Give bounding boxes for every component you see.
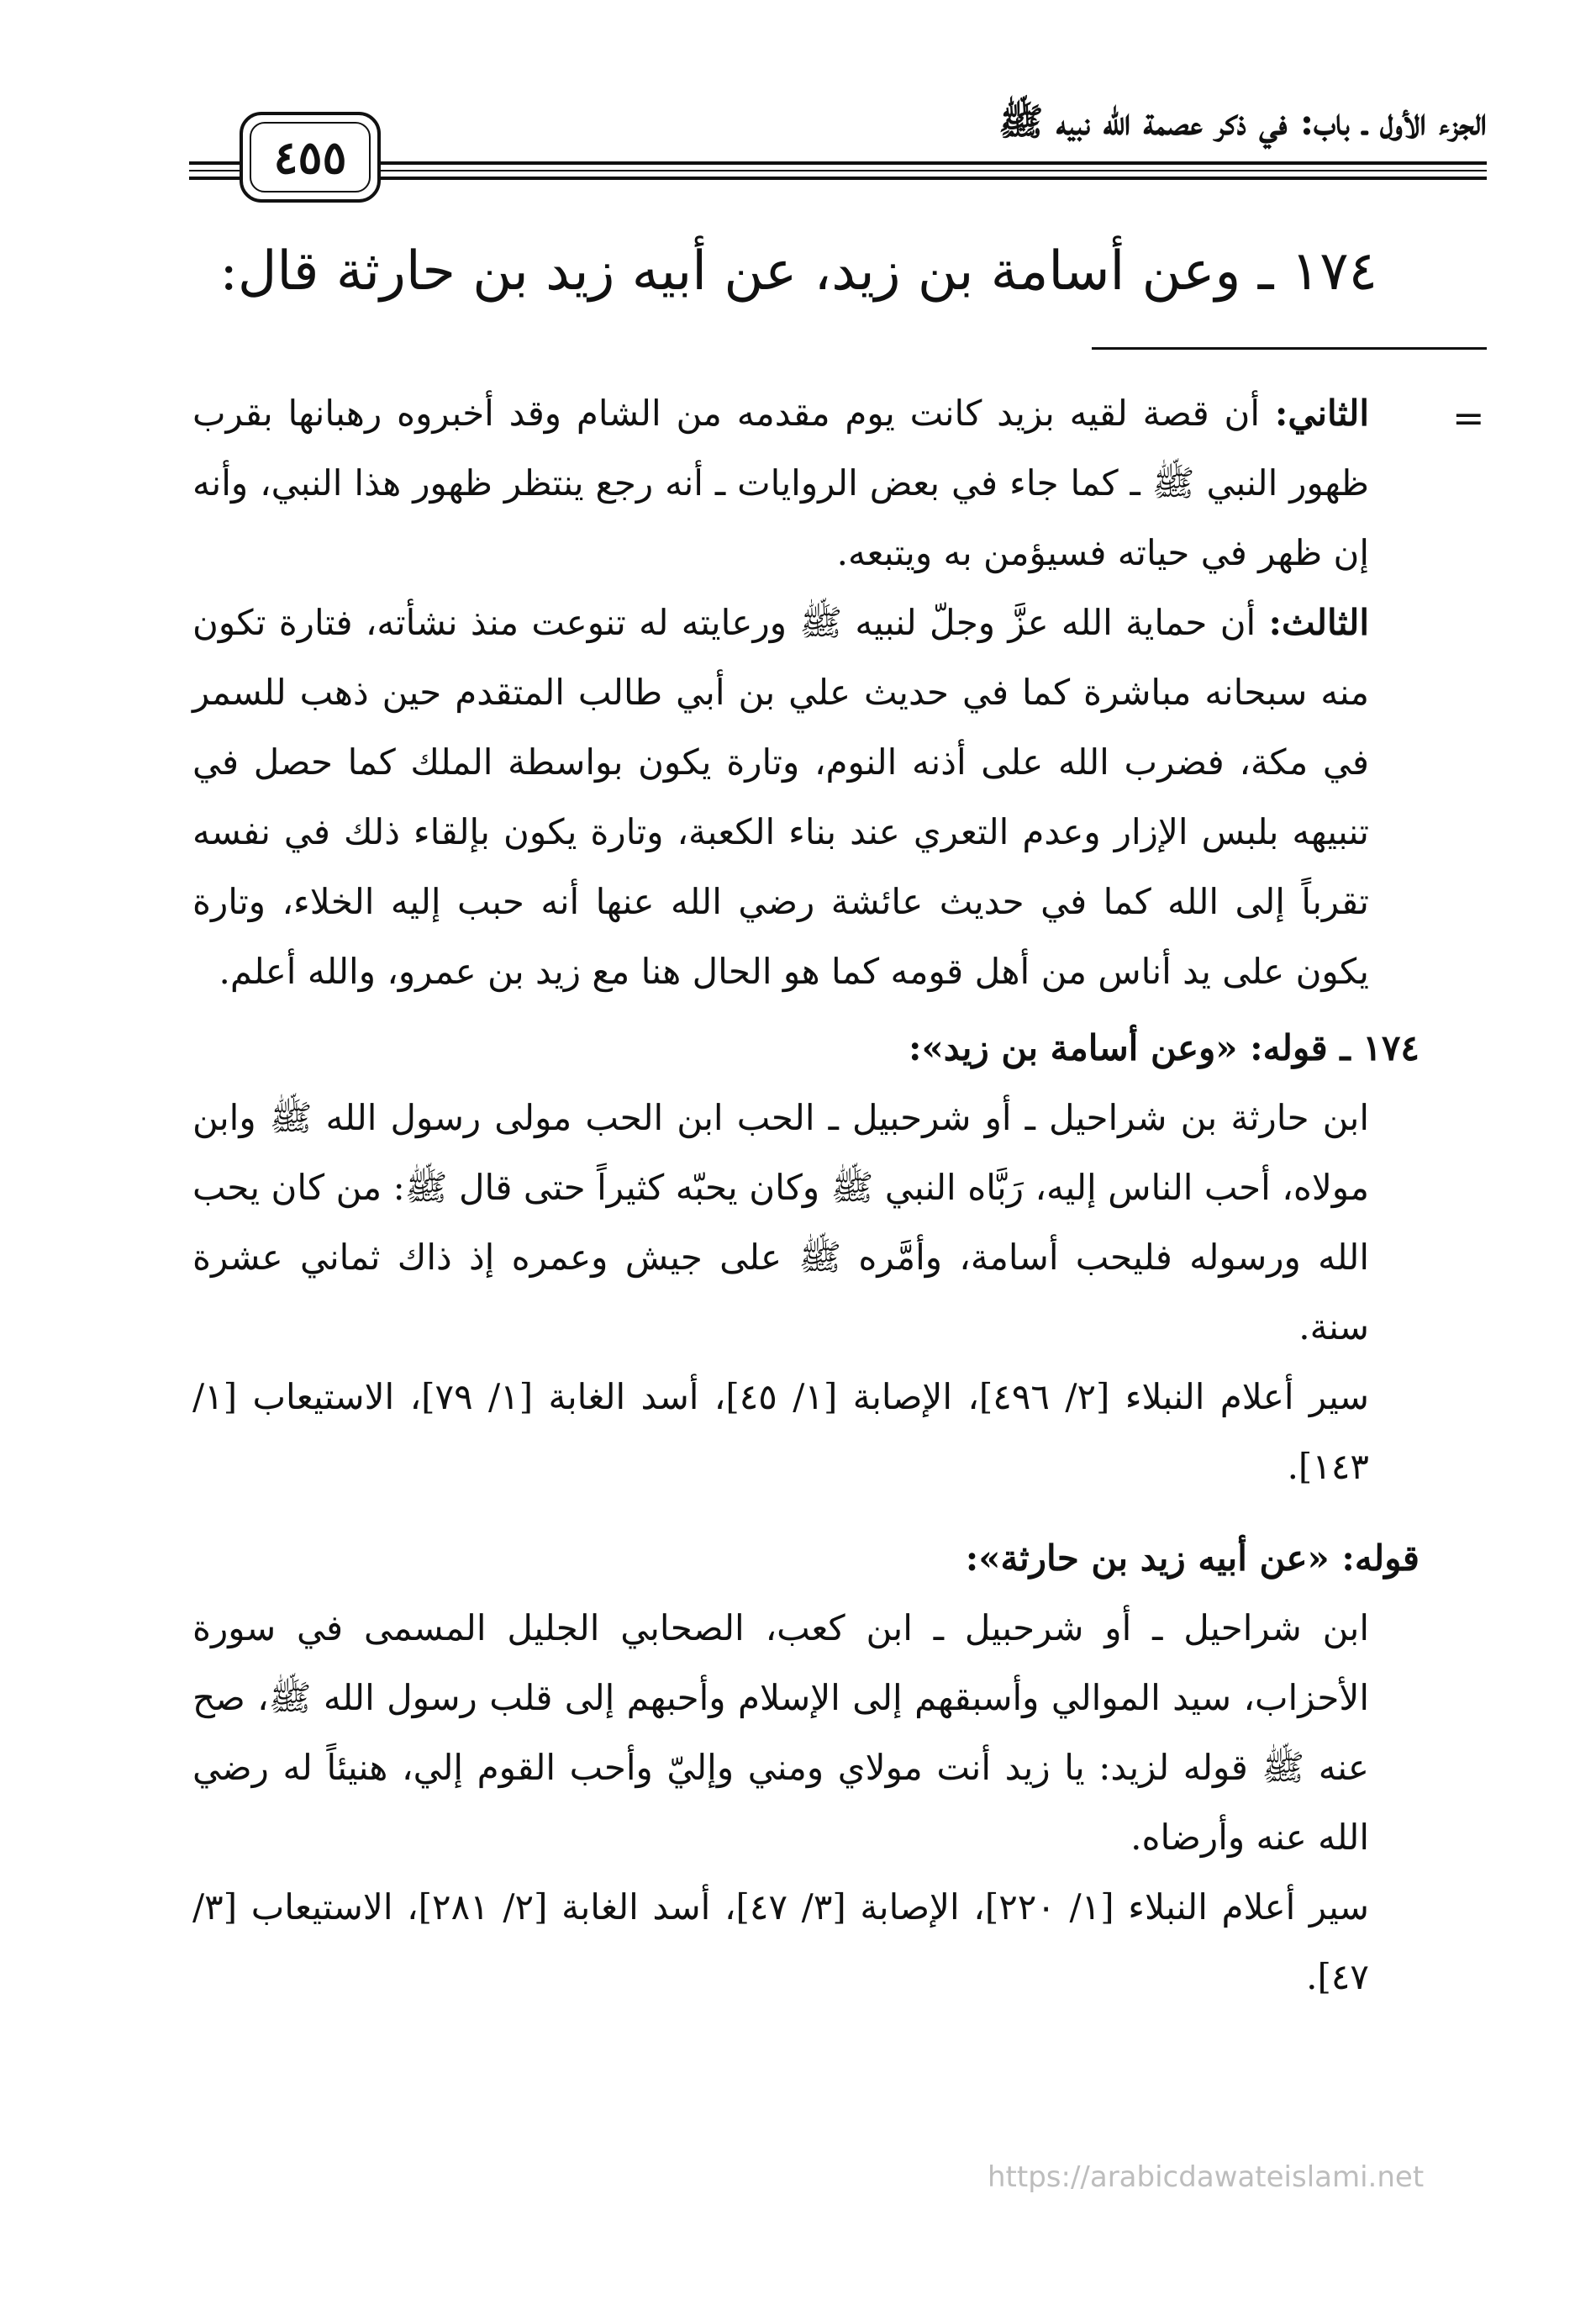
section-text-zayd: ابن شراحيل ـ أو شرحبيل ـ ابن كعب، الصحابي الجليل المسمى في سورة الأحزاب، سيد الموالي وأسبقهم إلى الإسلام وأحبهم إلى قلب رسول الله ﷺ، صح عنه ﷺ قوله لزيد: يا زيد أنت مولاي ومني وإليّ وأحب القوم إلي، هنيئاً له رضي الله عنه وأرضاه. (192, 1607, 1369, 1858)
section-text-usama: ابن حارثة بن شراحيل ـ أو شرحبيل ـ الحب ابن الحب مولى رسول الله ﷺ وابن مولاه، أحب الناس إليه، رَبَّاه النبي ﷺ وكان يحبّه كثيراً حتى قال ﷺ: من كان يحب الله ورسوله فليحب أسامة، وأمَّره ﷺ على جيش وعمره إذ ذاك ثماني عشرة سنة. (192, 1097, 1369, 1348)
section-refs-usama: سير أعلام النبلاء [٢/ ٤٩٦]، الإصابة [١/ ٤٥]، أسد الغابة [١/ ٧٩]، الاستيعاب [١/ ١٤٣]. (192, 1376, 1369, 1487)
paragraph-label: الثالث: (1268, 602, 1369, 643)
paragraph-text: أن قصة لقيه بزيد كانت يوم مقدمه من الشام وقد أخبروه رهبانها بقرب ظهور النبي ﷺ ـ كما جاء في بعض الروايات ـ أنه رجع ينتظر ظهور هذا النبي، وأنه إن ظهر في حياته فسيؤمن به ويتبعه. (192, 393, 1369, 573)
section-title-zayd: قوله: «عن أبيه زيد بن حارثة»: (965, 1537, 1420, 1579)
page-number: ٤٥٥ (250, 122, 371, 192)
section-title-usama: ١٧٤ ـ قوله: «وعن أسامة بن زيد»: (909, 1027, 1420, 1068)
commentary-body (192, 378, 1420, 2012)
text-separator (1092, 347, 1487, 350)
paragraph-second (192, 378, 1369, 588)
paragraph-third (192, 588, 1369, 1006)
paragraph-text: أن حماية الله عزَّ وجلّ لنبيه ﷺ ورعايته له تنوعت منذ نشأته، فتارة تكون منه سبحانه مباشرة كما في حديث علي بن أبي طالب المتقدم حين ذهب للسمر في مكة، فضرب الله على أذنه النوم، وتارة يكون بواسطة الملك كما حصل في تنبيهه بلبس الإزار وعدم التعري عند بناء الكعبة، وتارة يكون بإلقاء ذلك في نفسه تقرباً إلى الله كما في حديث عائشة رضي الله عنها أنه حبب إليه الخلاء، وتارة يكون على يد أناس من أهل قومه كما هو الحال هنا مع زيد بن عمرو، والله أعلم. (192, 602, 1369, 992)
section-refs-zayd: سير أعلام النبلاء [١/ ٢٢٠]، الإصابة [٣/ ٤٧]، أسد الغابة [٢/ ٢٨١]، الاستيعاب [٣/ ٤٧]. (192, 1886, 1369, 1997)
header-rule-middle (189, 170, 1487, 171)
watermark-url: https://arabicdawateislami.net (988, 2160, 1425, 2194)
header-rule-bottom (189, 177, 1487, 180)
continuation-mark: = (1452, 395, 1485, 440)
page-number-frame (240, 112, 381, 203)
hadith-heading: ١٧٤ ـ وعن أسامة بن زيد، عن أبيه زيد بن حارثة قال: (219, 240, 1377, 303)
paragraph-label: الثاني: (1274, 393, 1369, 434)
running-header: الجزء الأول ـ باب: في ذكر عصمة الله نبيه ﷺ (998, 101, 1487, 144)
spacer (192, 1501, 1369, 1516)
header-rule-top (189, 161, 1487, 165)
